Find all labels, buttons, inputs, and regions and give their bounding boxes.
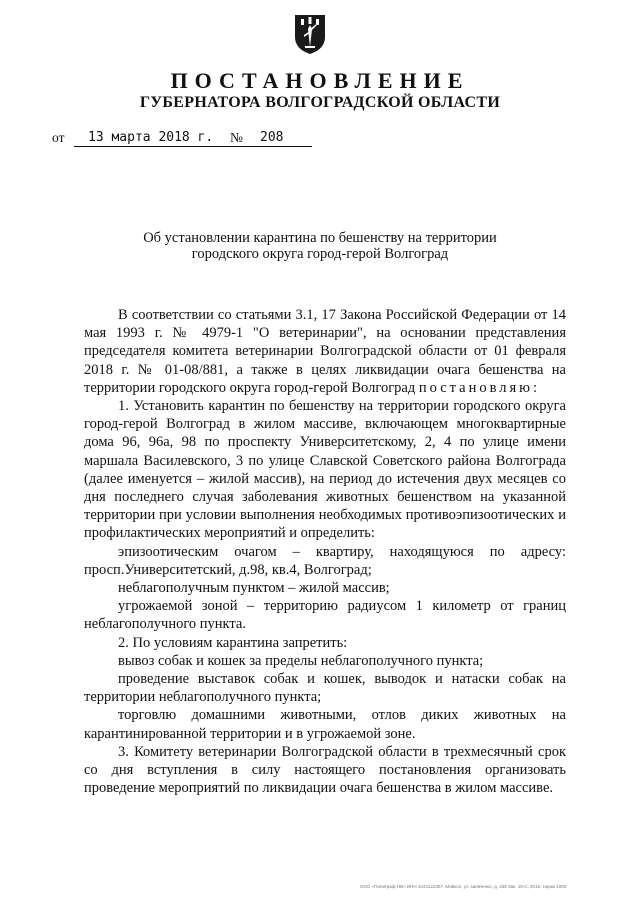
document-subject <box>60 230 580 262</box>
volgograd-coat-of-arms-icon <box>293 13 327 55</box>
document-number: 208 <box>260 130 284 145</box>
paragraph-3: 3. Комитету ветеринарии Волгоградской области в трехмесячный срок со дня вступления в силу настоящего постановления организовать проведение мероприятий по ликвидации очага бешенства в жилом массиве. <box>84 743 566 797</box>
preamble-text: В соответствии со статьями 3.1, 17 Закона Российской Федерации от 14 мая 1993 г. № 4979-1 "О ветеринарии", на основании представления председателя комитета ветеринарии Волгоградской области от 01 февраля 2018 г. № 01-08/881, а также в целях ликвидации очага бешенства на территории городского округа город-герой Волгоград <box>84 307 566 396</box>
paragraph-1: 1. Установить карантин по бешенству на территории городского округа город-герой Волгоград в жилом массиве, включающем многоквартирные дома 96, 96а, 98 по проспекту Университетскому, 2, 4 по улице имени маршала Василевского, 3 по улице Славской Советского района Волгограда (далее именуется – жилой массив), на период до истечения двух месяцев со дня последнего случая заболевания животных бешенством на указанной территории при условии выполнения необходимых противоэпизоотических и профилактических мероприятий и определить: <box>84 398 566 542</box>
paragraph-1-unfavorable-point: неблагополучным пунктом – жилой массив; <box>118 580 390 597</box>
preamble-paragraph <box>84 306 566 397</box>
date-prefix: от <box>52 130 65 145</box>
document-date-field <box>74 128 274 147</box>
document-date: 13 марта 2018 г. <box>88 130 214 145</box>
printer-imprint: ООО «Полиграф-НВ» ИНН 3444122307, Майкоп, ул. Шевченко, д. 268 Зак. 19-С, 2015, тираж 1000 <box>360 884 567 889</box>
document-body <box>84 306 566 797</box>
subject-line-2: городского округа город-герой Волгоград <box>191 246 449 262</box>
number-sign: № <box>230 130 243 145</box>
subject-line-1: Об установлении карантина по бешенству на территории <box>143 230 497 246</box>
document-title: ПОСТАНОВЛЕНИЕ <box>170 68 470 93</box>
paragraph-2: 2. По условиям карантина запретить: <box>118 634 348 651</box>
paragraph-2-exhibitions-ban: проведение выставок собак и кошек, выводок и натаски собак на территории неблагополучного пункта; <box>84 671 566 706</box>
paragraph-2-export-ban: вывоз собак и кошек за пределы неблагополучного пункта; <box>118 652 484 669</box>
decree-word: постановляю: <box>418 379 541 396</box>
document-number-field <box>250 128 312 147</box>
document-issuer: ГУБЕРНАТОРА ВОЛГОГРАДСКОЙ ОБЛАСТИ <box>139 94 501 111</box>
paragraph-1-epizootic-focus: эпизоотическим очагом – квартиру, находящуюся по адресу: просп.Университетский, д.98, кв.4, Волгоград; <box>84 543 566 578</box>
paragraph-2-trade-ban: торговлю домашними животными, отлов диких животных на карантинированной территории и в угрожаемой зоне. <box>84 707 566 742</box>
paragraph-1-threatened-zone: угрожаемой зоной – территорию радиусом 1 километр от границ неблагополучного пункта. <box>84 598 566 633</box>
